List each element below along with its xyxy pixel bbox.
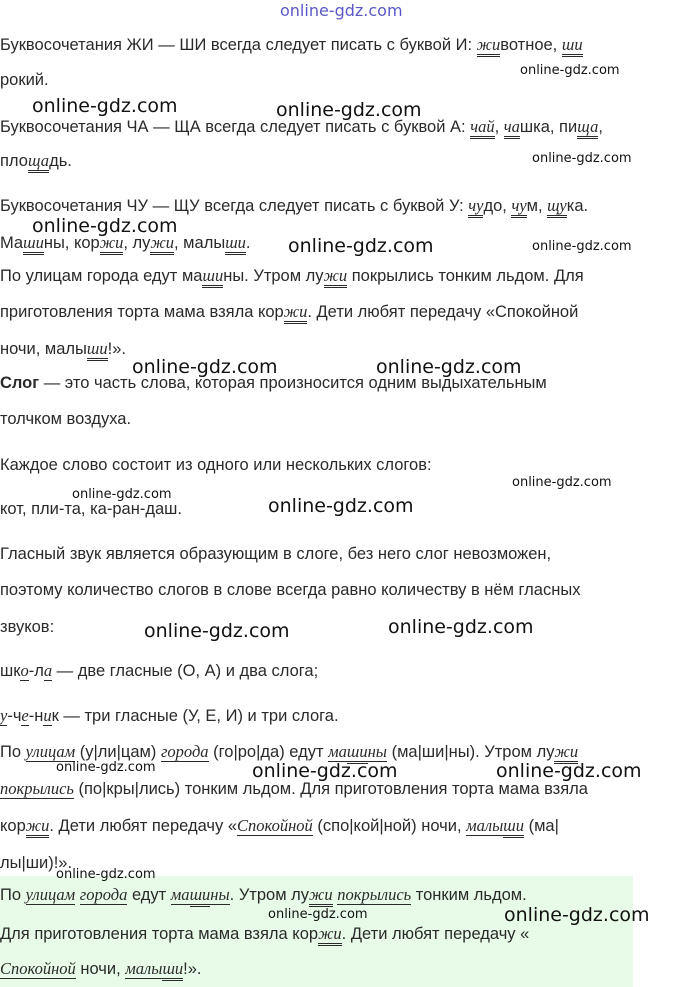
underlined-word: ма (328, 742, 347, 761)
underlined-syllable: щу (547, 196, 567, 218)
rule-cha-line2 (0, 151, 72, 171)
text-part: приготовления торта мама взяла кор (0, 303, 284, 321)
underlined-word: покрылись (0, 779, 74, 798)
example-word-part: вотное, (500, 36, 562, 54)
final-answer-line2 (0, 924, 529, 944)
underlined-syllable: жи (150, 233, 174, 255)
text-part: (спо|кой|ной) ночи, (312, 817, 467, 835)
underlined-syllable: ща (577, 117, 598, 139)
underlined-syllable: чай (470, 117, 494, 139)
text-part: !». (107, 340, 126, 358)
underlined-syllable: чу (468, 196, 483, 218)
text-part: ночи, малы (0, 340, 87, 358)
underlined-word: малы (125, 959, 163, 978)
example-word-part: шка, пи (519, 118, 578, 136)
underlined-syllable: жи (309, 885, 333, 907)
underlined-word: Спокойной (0, 959, 76, 978)
final-answer-line1 (0, 885, 527, 905)
word-part: , лу (123, 234, 151, 252)
underlined-syllable: жи (318, 924, 342, 946)
text-part: По улицам города едут ма (0, 267, 203, 285)
exercise2-line4: лы|ши)!». (0, 854, 73, 872)
watermark: online-gdz.com (512, 475, 612, 490)
watermark: online-gdz.com (496, 760, 642, 782)
underlined-syllable: ши (23, 233, 44, 255)
example-word-part: пло (0, 152, 28, 170)
text-part: !». (183, 960, 202, 978)
syllable-words-line2: кот, пли-та, ка-ран-даш. (0, 500, 182, 518)
vowel-rule-line1: Гласный звук является образующим в слоге, без него слог невозможен, (0, 545, 552, 563)
text-part: (по|кры|лись) тонким льдом. Для приготовления торта мама взяла (73, 780, 588, 798)
exercise1-line2 (0, 302, 578, 322)
underlined-syllable: жи (100, 233, 124, 255)
text-part: (го|ро|да) едут (208, 743, 329, 761)
example-word-part: м, (526, 197, 548, 215)
underlined-vowel: а (43, 661, 53, 680)
underlined-syllable: ши (347, 742, 368, 764)
exercise1-line1 (0, 266, 584, 286)
text-part: ны. Утром лу (223, 267, 324, 285)
underlined-syllable: ча (504, 117, 520, 139)
text-part: . Дети любят передачу « (341, 925, 530, 943)
definition-text: — это часть слова, которая произносится одним выдыхательным (39, 374, 547, 392)
watermark: online-gdz.com (32, 95, 178, 117)
text-part: тонким льдом. (411, 886, 527, 904)
underlined-word: улицам (25, 885, 76, 904)
text-part: Для приготовления торта мама взяла кор (0, 925, 319, 943)
text-part: — две гласные (О, А) и два слога; (52, 662, 319, 680)
watermark: online-gdz.com (32, 215, 178, 237)
vowel-rule-line3: звуков: (0, 618, 55, 636)
underlined-syllable: жи (284, 302, 308, 324)
rule-text: Буквосочетания ЖИ — ШИ всегда следует писать с буквой И: (0, 36, 477, 54)
watermark: online-gdz.com (252, 760, 398, 782)
underlined-word: Спокойной (237, 816, 313, 835)
text-part: . Дети любят передачу « (49, 817, 238, 835)
text-part: (ма| (524, 817, 559, 835)
exercise2-line3 (0, 816, 559, 836)
underlined-syllable: жи (26, 816, 50, 838)
exercise1-line3 (0, 339, 126, 359)
watermark: online-gdz.com (268, 495, 414, 517)
underlined-syllable: жи (477, 35, 501, 57)
underlined-vowel: о (20, 661, 29, 680)
underlined-syllable: ши (162, 959, 183, 981)
watermark: online-gdz.com (56, 867, 156, 882)
underlined-syllable: ши (503, 816, 524, 838)
text-part: (ма|ши|ны). Утром лу (387, 743, 555, 761)
text-part: По (0, 886, 26, 904)
underlined-word: покрылись (337, 885, 412, 904)
rule-zhi-shi-line2 (0, 70, 49, 90)
word-part: . (245, 234, 251, 252)
text-part: — три гласные (У, Е, И) и три слога. (58, 707, 339, 725)
watermark: online-gdz.com (532, 239, 632, 254)
word-part: к (51, 707, 59, 725)
text-part: едут (127, 886, 171, 904)
underlined-word: улицам (25, 742, 76, 761)
underlined-word: ма (170, 885, 190, 904)
text-part: . Дети любят передачу «Спокойной (307, 303, 579, 321)
rule-text: Буквосочетания ЧА — ЩА всегда следует писать с буквой А: (0, 118, 471, 136)
underlined-syllable: ши (190, 885, 211, 907)
watermark: online-gdz.com (376, 356, 522, 378)
text-part: кор (0, 817, 26, 835)
watermark: online-gdz.com (144, 620, 290, 642)
underlined-syllable: ши (225, 233, 246, 255)
term-bold: Слог (0, 374, 40, 392)
rule-text: Буквосочетания ЧУ — ЩУ всегда следует писать с буквой У: (0, 197, 469, 215)
underlined-syllable: жи (324, 266, 348, 288)
underlined-syllable: жи (554, 742, 578, 764)
word-part: Ма (0, 234, 24, 252)
final-answer-line3 (0, 959, 202, 979)
underlined-syllable: ши (87, 339, 108, 361)
example-word-part: , (494, 118, 504, 136)
watermark: online-gdz.com (132, 356, 278, 378)
example-word-part: до, (483, 197, 512, 215)
watermark-top: online-gdz.com (280, 1, 403, 20)
underlined-syllable: ши (562, 35, 583, 57)
rule-zhi-shi-line1 (0, 35, 583, 55)
underlined-word: города (79, 885, 128, 904)
underlined-vowel: е (21, 706, 29, 725)
word-part: -н (28, 707, 44, 725)
text-part: . Утром лу (229, 886, 310, 904)
word-part: -ч (7, 707, 22, 725)
text-part: (у|ли|цам) (75, 743, 161, 761)
text-part: покрылись тонким льдом. Для (347, 267, 584, 285)
underlined-syllable: ши (202, 266, 223, 288)
watermark: online-gdz.com (532, 151, 632, 166)
watermark: online-gdz.com (504, 904, 650, 926)
word-part: ны, кор (43, 234, 100, 252)
example-shkola (0, 661, 318, 681)
watermark: online-gdz.com (268, 907, 368, 922)
exercise2-line1 (0, 742, 578, 762)
underlined-vowel: и (43, 706, 52, 725)
example-word-part: рокий. (0, 71, 49, 89)
word-part: , малы (174, 234, 226, 252)
underlined-syllable: чу (511, 196, 526, 218)
example-word-part: дь. (49, 152, 72, 170)
text-part: По (0, 743, 26, 761)
text-part: ночи, (75, 960, 126, 978)
watermark: online-gdz.com (56, 760, 156, 775)
example-uchenik (0, 706, 339, 726)
example-word-part: , (598, 118, 603, 136)
underlined-word: ны (367, 742, 387, 761)
watermark: online-gdz.com (72, 487, 172, 502)
underlined-vowel: у (0, 706, 8, 725)
vowel-rule-line2: поэтому количество слогов в слове всегда равно количеству в нём гласных (0, 581, 581, 599)
watermark: online-gdz.com (388, 616, 534, 638)
watermark: online-gdz.com (288, 235, 434, 257)
example-word-part: ка. (566, 197, 589, 215)
underlined-word: малы (466, 816, 504, 835)
syllable-definition-line2: толчком воздуха. (0, 410, 132, 428)
watermark: online-gdz.com (276, 99, 422, 121)
underlined-word: ны (210, 885, 230, 904)
word-part: -л (28, 662, 44, 680)
exercise2-line2 (0, 779, 588, 799)
syllable-words-line1: Каждое слово состоит из одного или нескольких слогов: (0, 456, 432, 474)
watermark: online-gdz.com (520, 63, 620, 78)
underlined-word: города (160, 742, 209, 761)
word-part: шк (0, 662, 21, 680)
underlined-syllable: ща (28, 151, 49, 173)
rule-chu-line1 (0, 196, 588, 216)
